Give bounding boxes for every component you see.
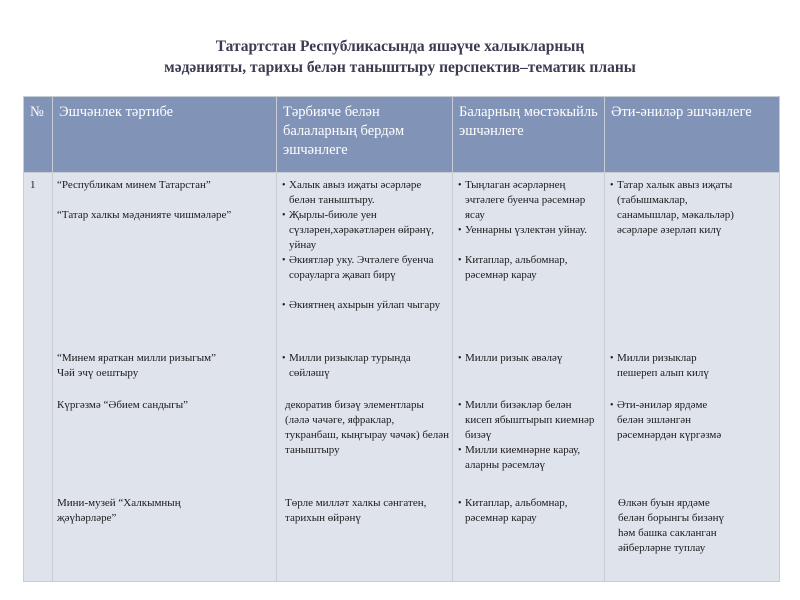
list-item: Чәй эчү оештыру [57, 367, 139, 379]
list-item: • Әкиятнең ахырын уйлап чыгару [281, 298, 449, 313]
list-item: “Минем яраткан милли ризыгым” [57, 352, 217, 364]
header-activity-order: Эшчәнлек тәртибе [53, 97, 277, 173]
list-item: Өлкән буын ярдәме белән борынгы бизәнү һәм башка сакланган әйберләрне туплау [618, 497, 724, 554]
header-parents-activity: Әти-әниләр эшчәнлеге [605, 97, 780, 173]
parents-activity-cell [605, 173, 780, 582]
row-number: 1 [30, 179, 36, 191]
list-item: Төрле милләт халкы сәнгатен, тарихын өйрәнү [285, 497, 427, 524]
list-item: • Халык авыз иҗаты әсәрләре белән таныштыру. [281, 178, 449, 208]
row-number-cell [24, 173, 53, 582]
table-row [24, 173, 780, 582]
list-item: • Милли бизәкләр белән кисеп ябыштырып киемнәр бизәү [457, 398, 601, 443]
header-independent-activity: Баларның мөстәкыйль эшчәнлеге [453, 97, 605, 173]
list-item: • Әти-әниләр ярдәме белән эшләнгән рәсемнәрдән күргәзмә [609, 398, 735, 443]
list-item: • Җырлы-биюле уен сүзләрен,хәрәкәтләрен өйрәнү, уйнау [281, 208, 449, 253]
list-item: “Республикам минем Татарстан” [57, 179, 211, 191]
list-item: • Китаплар, альбомнар, рәсемнәр карау [457, 496, 601, 526]
list-item: • Милли киемнәрне карау, аларны рәсемләү [457, 443, 601, 473]
title-line-1: Татартстан Республикасында яшәүче халыкларның [215, 38, 585, 55]
list-item: • Тыңлаган әсәрләрнең эчтәлеге буенча рәсемнәр ясау [457, 178, 601, 223]
list-item: • Китаплар, альбомнар, рәсемнәр карау [457, 253, 601, 283]
list-item: Күргәзмә “Әбием сандыгы” [57, 399, 188, 411]
plan-table [23, 96, 780, 582]
list-item: • Татар халык авыз иҗаты (табышмаклар, санамышлар, мәкальләр) әсәрләре әзерләп килү [609, 178, 735, 238]
header-joint-activity: Тәрбияче белән балаларның бердәм эшчәнлеге [277, 97, 453, 173]
independent-activity-cell [453, 173, 605, 582]
title-line-2: мәдәнияты, тарихы белән таныштыру перспектив–тематик планы [164, 59, 636, 76]
header-number: № [24, 97, 53, 173]
activity-order-cell [53, 173, 277, 582]
list-item: • Уеннарны үзлектән уйнау. [457, 223, 601, 238]
header-row [24, 97, 780, 173]
list-item: • Милли ризыклар турында сөйләшү [281, 351, 449, 381]
page-title [0, 36, 800, 78]
list-item: “Татар халкы мәдәнияте чишмәләре” [57, 209, 232, 221]
list-item: • Милли ризыклар пешереп алып килү [609, 351, 735, 381]
list-item: Мини-музей “Халкымның җәүһәрләре” [57, 497, 181, 524]
list-item: • Әкиятләр уку. Эчтәлеге буенча сорауларга җавап бирү [281, 253, 449, 283]
list-item: • Милли ризык әвәләү [457, 351, 601, 366]
list-item: декоратив бизәү элементлары (ләлә чәчәге, яфраклар, тукранбаш, кыңгырау чәчәк) белән таныштыру [285, 399, 450, 456]
joint-activity-cell [277, 173, 453, 582]
